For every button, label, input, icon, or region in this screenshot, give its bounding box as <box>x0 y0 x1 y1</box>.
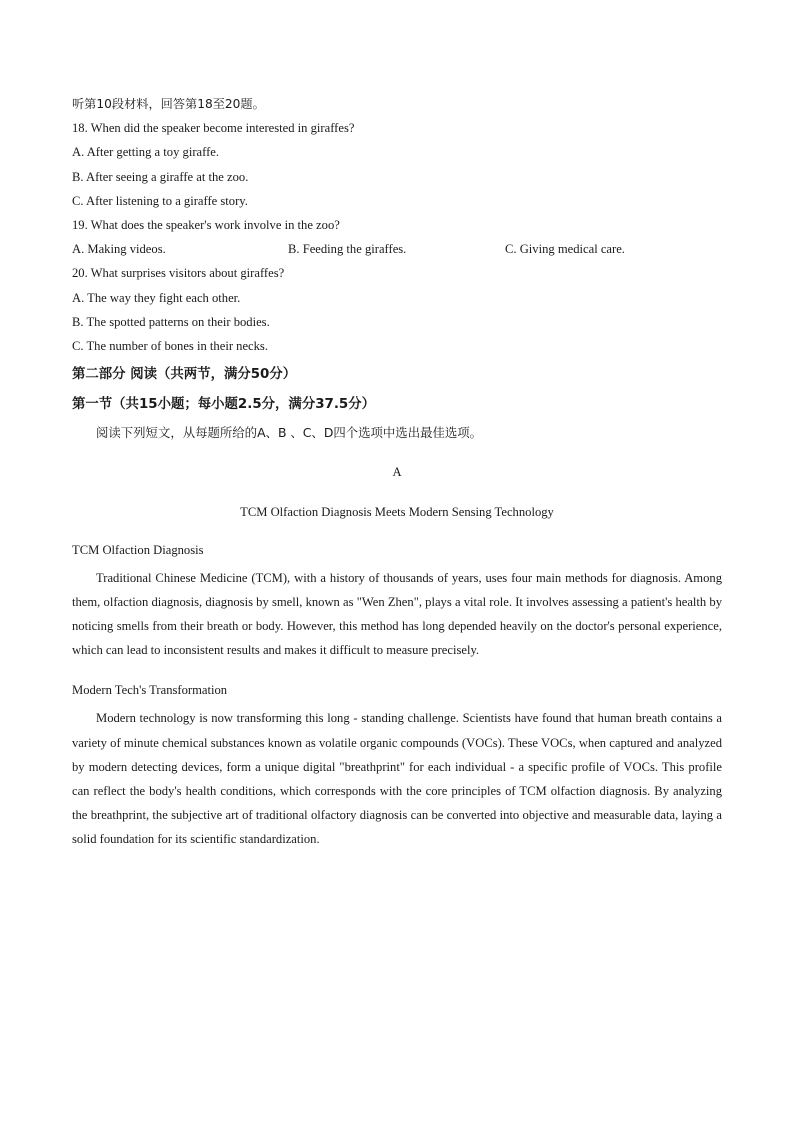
q18-option-a: A. After getting a toy giraffe. <box>72 145 219 160</box>
passage-title: TCM Olfaction Diagnosis Meets Modern Sensing Technology <box>240 505 554 520</box>
reading-instructions: 阅读下列短文，从每题所给的A、B 、C、D四个选项中选出最佳选项。 <box>96 425 483 441</box>
paragraph-2: Modern technology is now transforming this long - standing challenge. Scientists have found that human breath contains a variety of minute chemical substances known as volatile organic compounds (VOCs). These VOCs, when captured and analyzed by modern detecting devices, form a unique digital "breathprint" for each individual - a specific profile of VOCs. This profile can reflect the body's health conditions, which corresponds with the core principles of TCM olfaction diagnosis. By analyzing the breathprint, the subjective art of traditional olfactory diagnosis can be converted into objective and measurable data, laying a solid foundation for its scientific standardization. <box>72 711 722 846</box>
q20-option-b: B. The spotted patterns on their bodies. <box>72 314 270 329</box>
q20-option-a: A. The way they fight each other. <box>72 290 241 305</box>
q19-options-row <box>72 237 722 261</box>
q18-option-b: B. After seeing a giraffe at the zoo. <box>72 169 249 184</box>
document-page <box>72 92 722 851</box>
q19-option-c: C. Giving medical care. <box>505 242 625 257</box>
passage-letter: A <box>392 465 402 480</box>
listening-intro: 听第10段材料，回答第18至20题。 <box>72 97 265 111</box>
q18-option-c: C. After listening to a giraffe story. <box>72 193 248 208</box>
part-title: 第二部分 阅读（共两节，满分50分） <box>72 367 297 383</box>
q19-option-b: B. Feeding the giraffes. <box>288 242 407 257</box>
q19-option-a: A. Making videos. <box>72 242 166 257</box>
paragraph-1: Traditional Chinese Medicine (TCM), with a history of thousands of years, uses four main methods for diagnosis. Among them, olfaction diagnosis, diagnosis by smell, known as "Wen Zhen", plays a vital role. It involves assessing a patient's health by noticing smells from their breath or body. However, this method has long depended heavily on the doctor's personal experience, which can lead to inconsistent results and makes it difficult to measure precisely. <box>72 571 722 658</box>
subheading-olfaction-diagnosis: TCM Olfaction Diagnosis <box>72 543 204 558</box>
question-20: 20. What surprises visitors about giraffes? <box>72 266 285 281</box>
question-19: 19. What does the speaker's work involve in the zoo? <box>72 217 340 232</box>
q20-option-c: C. The number of bones in their necks. <box>72 338 268 353</box>
section-title: 第一节（共15小题；每小题2.5分，满分37.5分） <box>72 397 376 413</box>
subheading-modern-tech: Modern Tech's Transformation <box>72 683 228 698</box>
question-18: 18. When did the speaker become interested in giraffes? <box>72 121 355 136</box>
